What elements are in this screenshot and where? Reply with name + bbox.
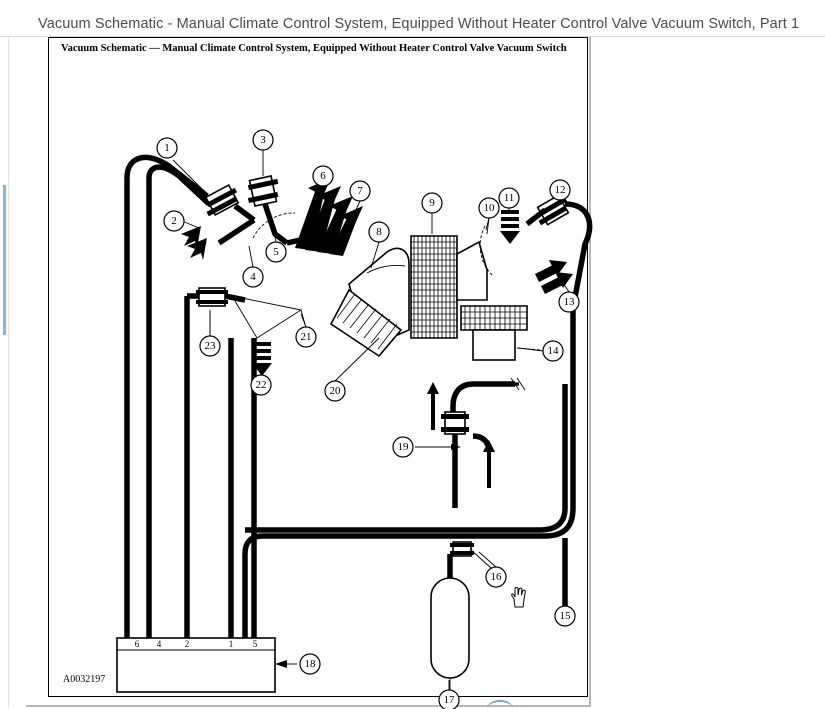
figure-caption: Vacuum Schematic — Manual Climate Control System, Equipped Without Heater Control Valve Vacuum Switch [61, 43, 567, 54]
figure-panel [48, 37, 588, 706]
svg-text:10: 10 [483, 202, 495, 214]
callout-9 [422, 193, 442, 213]
svg-text:23: 23 [204, 340, 216, 352]
svg-text:11: 11 [503, 192, 515, 204]
svg-text:3: 3 [260, 134, 266, 146]
flow-arrow-11 [500, 210, 520, 244]
callout-19 [393, 437, 413, 457]
callout-2 [164, 211, 184, 231]
hose-1-to-2 [235, 206, 254, 220]
callout-7 [350, 181, 370, 201]
hose-19-right [473, 436, 489, 452]
callout-16 [486, 567, 506, 587]
svg-text:9: 9 [429, 197, 435, 209]
svg-text:18: 18 [304, 658, 316, 670]
callout-12 [550, 180, 570, 200]
callout-1 [157, 138, 177, 158]
svg-text:16: 16 [490, 571, 502, 583]
hose-3-down [265, 204, 287, 243]
figure-frame [26, 37, 591, 707]
port-label-1: 1 [228, 639, 234, 649]
vacuum-reservoir-17 [431, 578, 469, 678]
svg-text:15: 15 [559, 610, 571, 622]
callout-8 [369, 222, 389, 242]
callout-23 [200, 336, 220, 356]
svg-text:6: 6 [320, 170, 326, 182]
callout-21 [296, 327, 316, 347]
hose-2-branch [219, 220, 254, 243]
svg-text:4: 4 [250, 271, 256, 283]
svg-text:1: 1 [164, 142, 170, 154]
heater-core-13 [461, 306, 527, 330]
svg-text:22: 22 [255, 379, 267, 391]
figure-code: A0032197 [63, 674, 106, 685]
port-label-4: 4 [156, 639, 162, 649]
svg-text:12: 12 [554, 184, 566, 196]
svg-text:2: 2 [171, 215, 177, 227]
callout-18 [300, 654, 320, 674]
left-nav-strip[interactable] [0, 37, 9, 707]
svg-text:19: 19 [397, 441, 409, 453]
callout-6 [313, 166, 333, 186]
svg-text:14: 14 [547, 345, 559, 357]
port-label-5: 5 [252, 639, 258, 649]
callout-4 [243, 267, 263, 287]
callout-15 [555, 606, 575, 626]
svg-text:5: 5 [273, 246, 279, 258]
page-title: Vacuum Schematic - Manual Climate Control System, Equipped Without Heater Control Valve Vacuum Switch, Part 1 [38, 16, 800, 32]
port-label-6: 6 [134, 639, 140, 649]
leader-21 [301, 314, 306, 327]
actuator-14 [473, 330, 541, 360]
callout-14 [543, 341, 563, 361]
check-valve-1 [206, 185, 238, 216]
callout-17 [439, 690, 459, 709]
inline-valve-19 [441, 412, 469, 434]
callout-13 [559, 292, 579, 312]
inline-valve-23 [196, 288, 228, 306]
scroll-indicator[interactable] [3, 185, 6, 335]
flow-arrow-2 [181, 226, 207, 260]
leader-20 [335, 338, 379, 381]
check-valve-16 [450, 542, 474, 556]
svg-text:20: 20 [329, 385, 341, 397]
callout-20 [325, 381, 345, 401]
leader-4 [249, 246, 253, 267]
flow-arrow-up-a [427, 382, 439, 430]
callout-5 [266, 242, 286, 262]
port-label-2: 2 [184, 639, 190, 649]
callout-11 [499, 188, 519, 208]
check-valve-3 [248, 176, 278, 206]
connector-block-18 [117, 638, 275, 692]
vacuum-schematic-drawing [49, 38, 589, 706]
hose-top-left-b [149, 167, 209, 204]
svg-text:13: 13 [563, 296, 575, 308]
svg-text:17: 17 [443, 694, 455, 706]
callout-22 [251, 375, 271, 395]
svg-text:21: 21 [300, 331, 312, 343]
svg-text:8: 8 [376, 226, 382, 238]
callout-10 [479, 198, 499, 218]
leader-2 [182, 221, 199, 228]
callout-3 [253, 130, 273, 150]
svg-text:7: 7 [357, 185, 363, 197]
